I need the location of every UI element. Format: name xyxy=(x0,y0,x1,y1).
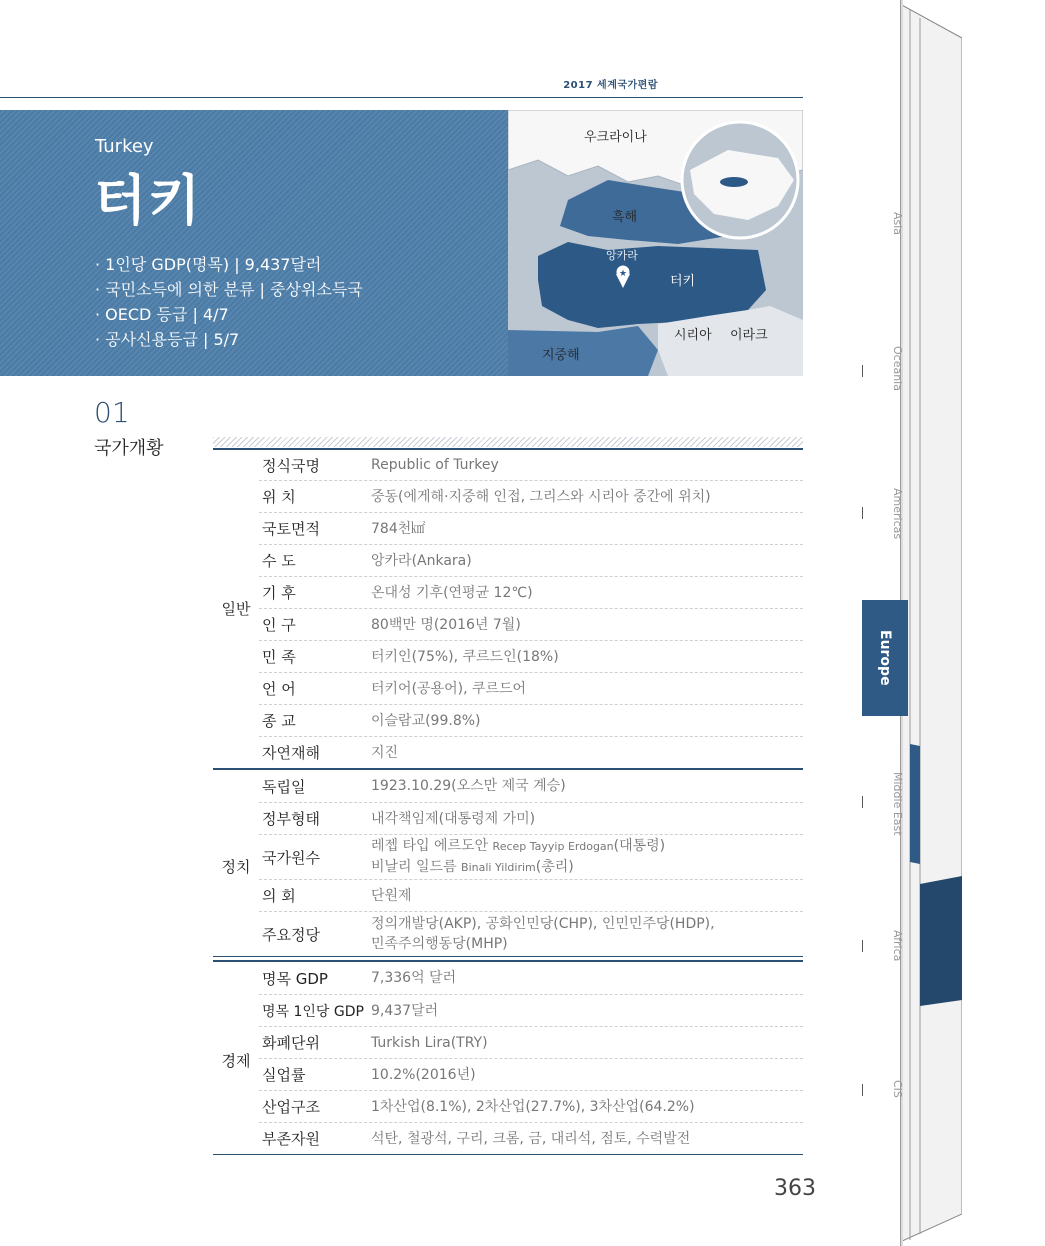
row-key: 종 교 xyxy=(262,712,296,730)
map-label-mediterranean: 지중해 xyxy=(542,348,580,363)
hero-facts xyxy=(95,252,363,352)
table-row xyxy=(259,803,803,835)
table-politics xyxy=(213,768,803,957)
table-row xyxy=(259,673,803,705)
row-key: 자연재해 xyxy=(262,744,320,762)
table-row xyxy=(259,513,803,545)
row-key: 독립일 xyxy=(262,777,306,796)
tab-asia[interactable]: Asia xyxy=(891,212,904,236)
group-label: 정치 xyxy=(221,858,251,876)
tab-europe[interactable]: Europe xyxy=(862,600,908,716)
row-value: 784천㎢ xyxy=(371,520,426,537)
table-row xyxy=(259,737,803,768)
row-key: 정식국명 xyxy=(262,456,320,475)
row-value: 9,437달러 xyxy=(371,1002,439,1019)
table-row xyxy=(259,705,803,737)
fact-item: · OECD 등급 | 4/7 xyxy=(95,305,229,324)
row-key: 의 회 xyxy=(262,887,296,905)
row-value: 1차산업(8.1%), 2차산업(27.7%), 3차산업(64.2%) xyxy=(371,1098,695,1115)
row-key: 국가원수 xyxy=(262,848,320,867)
fact-item: · 국민소득에 의한 분류 | 중상위소득국 xyxy=(95,280,363,299)
table-row xyxy=(259,1027,803,1059)
row-value: 7,336억 달러 xyxy=(371,970,457,986)
row-value: 지진 xyxy=(371,744,399,761)
row-key: 인 구 xyxy=(262,616,296,634)
row-value: 중동(에게해·지중해 인접, 그리스와 시리아 중간에 위치) xyxy=(371,488,711,505)
section-hatch-bar xyxy=(213,437,803,447)
map-label-ankara: 앙카라 xyxy=(606,249,638,262)
group-label: 일반 xyxy=(221,600,251,618)
row-value: 80백만 명(2016년 7월) xyxy=(371,616,521,633)
tab-divider xyxy=(862,1084,863,1096)
row-key: 명목 1인당 GDP xyxy=(262,1003,364,1020)
table-row xyxy=(259,609,803,641)
row-key: 수 도 xyxy=(262,552,296,570)
book-title: 2017 세계국가편람 xyxy=(563,80,658,91)
tab-africa[interactable]: Africa xyxy=(891,930,904,962)
row-key: 기 후 xyxy=(262,584,296,602)
row-value: 내각책임제(대통령제 가미) xyxy=(371,810,536,827)
row-key: 부존자원 xyxy=(262,1130,320,1148)
fact-item: · 공사신용등급 | 5/7 xyxy=(95,330,240,349)
row-key: 민 족 xyxy=(262,648,296,666)
row-value: 1923.10.29(오스만 제국 계승) xyxy=(371,778,566,794)
row-value: 터키어(공용어), 쿠르드어 xyxy=(371,680,527,697)
table-row xyxy=(259,1059,803,1091)
tab-divider xyxy=(862,365,863,377)
map-label-syria: 시리아 xyxy=(674,328,712,343)
row-value: 레젭 타입 에르도안 Recep Tayyip Erdogan(대통령) 비날리 일드름 Binali Yildirim(총리) xyxy=(371,838,666,875)
header-rule xyxy=(0,97,803,98)
svg-text:★: ★ xyxy=(618,269,628,279)
row-key: 국토면적 xyxy=(262,520,320,538)
map-label-turkey: 터키 xyxy=(670,274,696,289)
row-key: 주요정당 xyxy=(262,925,320,944)
row-value: 온대성 기후(연평균 12℃) xyxy=(371,584,533,601)
table-row xyxy=(259,880,803,912)
tab-cis[interactable]: CIS xyxy=(891,1080,904,1098)
table-row xyxy=(259,912,803,956)
map-label-black-sea: 흑해 xyxy=(612,210,638,225)
country-map xyxy=(508,110,803,376)
tab-americas[interactable]: Americas xyxy=(891,488,904,540)
tab-divider xyxy=(862,940,863,952)
section-number: 01 xyxy=(94,396,130,429)
row-value: 정의개발당(AKP), 공화인민당(CHP), 인민민주당(HDP), 민족주의행동당(MHP) xyxy=(371,916,715,952)
row-key: 정부형태 xyxy=(262,810,320,828)
row-key: 산업구조 xyxy=(262,1098,320,1116)
row-key: 위 치 xyxy=(262,488,296,506)
row-value: 앙카라(Ankara) xyxy=(371,552,472,569)
map-label-iraq: 이라크 xyxy=(730,328,768,343)
row-value: Turkish Lira(TRY) xyxy=(371,1034,488,1051)
table-row xyxy=(259,577,803,609)
section-title: 국가개황 xyxy=(94,438,164,459)
table-general xyxy=(213,448,803,769)
row-value: 터키인(75%), 쿠르드인(18%) xyxy=(371,648,559,665)
table-row xyxy=(259,835,803,880)
page-number: 363 xyxy=(774,1176,816,1201)
country-name-en: Turkey xyxy=(95,136,154,157)
table-row xyxy=(259,962,803,995)
tab-middle-east[interactable]: Middle East xyxy=(891,772,904,836)
table-row xyxy=(259,770,803,803)
tab-oceania[interactable]: Oceania xyxy=(891,346,904,391)
tab-divider xyxy=(862,507,863,519)
row-key: 언 어 xyxy=(262,680,296,698)
table-row xyxy=(259,481,803,513)
table-row xyxy=(259,545,803,577)
row-value: 이슬람교(99.8%) xyxy=(371,712,481,729)
hero-banner xyxy=(0,110,508,376)
country-name-ko: 터키 xyxy=(94,169,203,232)
tab-divider xyxy=(862,796,863,808)
map-label-ukraine: 우크라이나 xyxy=(584,130,647,145)
table-row xyxy=(259,1123,803,1154)
group-label: 경제 xyxy=(221,1052,251,1070)
table-economy xyxy=(213,960,803,1155)
table-row xyxy=(259,450,803,481)
row-key: 명목 GDP xyxy=(262,969,328,988)
row-value: Republic of Turkey xyxy=(371,457,499,473)
row-key: 실업률 xyxy=(262,1066,306,1084)
row-key: 화폐단위 xyxy=(262,1034,320,1052)
table-row xyxy=(259,641,803,673)
fact-item: · 1인당 GDP(명목) | 9,437달러 xyxy=(95,255,322,274)
table-row xyxy=(259,995,803,1027)
row-value: 석탄, 철광석, 구리, 크롬, 금, 대리석, 점토, 수력발전 xyxy=(371,1130,691,1147)
table-row xyxy=(259,1091,803,1123)
row-value: 단원제 xyxy=(371,887,412,904)
row-value: 10.2%(2016년) xyxy=(371,1066,476,1083)
